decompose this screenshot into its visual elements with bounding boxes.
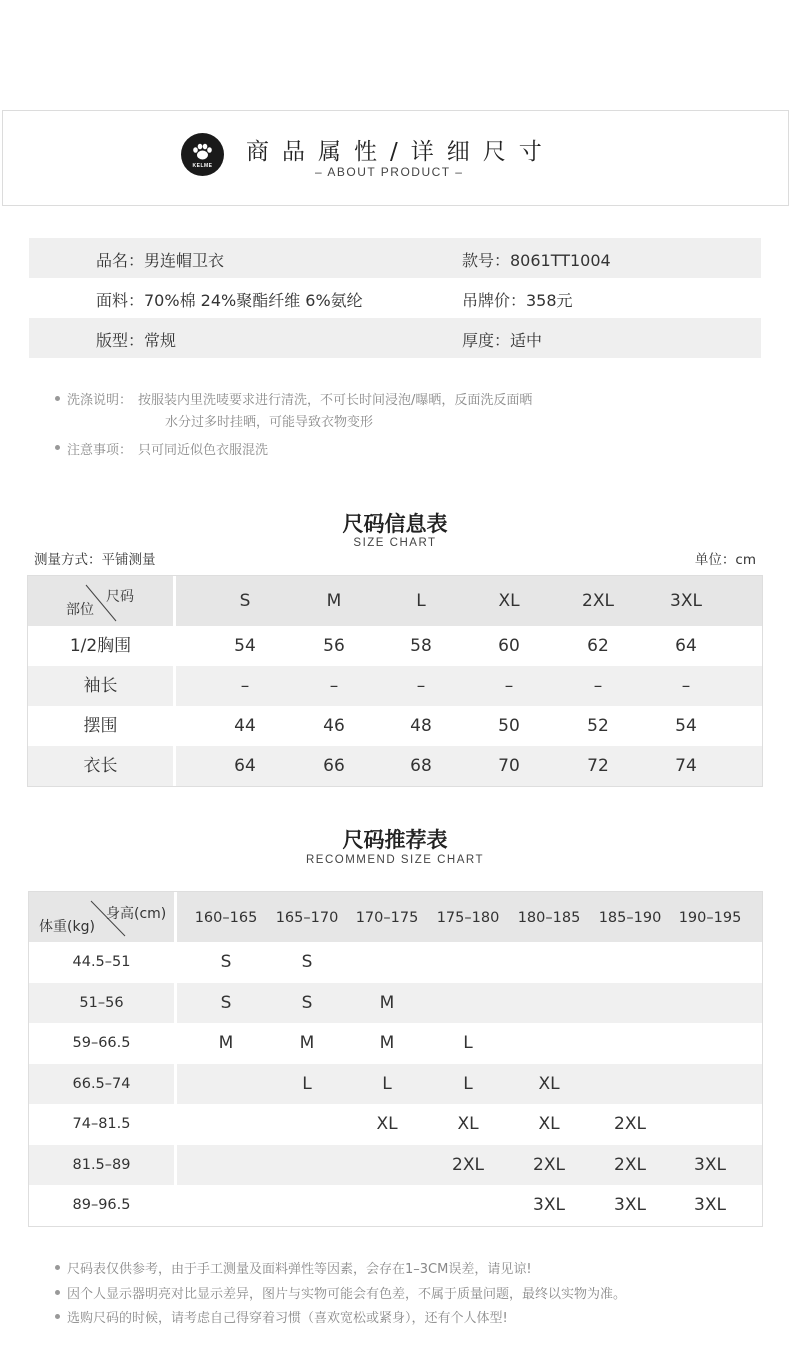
table-cell: 54	[675, 716, 697, 736]
size-corner-cell	[28, 576, 173, 626]
table-cell: L	[382, 1073, 392, 1094]
size-header-cell: S	[239, 591, 251, 611]
table-cell: M	[299, 1033, 315, 1053]
column-separator	[173, 666, 176, 706]
table-cell: XL	[538, 1114, 560, 1134]
recommend-chart-title: 尺码推荐表	[342, 828, 448, 852]
row-label: 44.5–51	[72, 954, 131, 970]
size-header-cell: XL	[498, 591, 520, 611]
table-cell: –	[240, 676, 250, 696]
height-header-cell: 190–195	[678, 910, 742, 926]
table-cell: 60	[498, 636, 520, 656]
attribute-row	[29, 318, 761, 358]
table-cell: XL	[376, 1114, 398, 1134]
table-cell: L	[463, 1033, 473, 1053]
table-cell: –	[504, 676, 514, 696]
table-cell: 64	[234, 756, 256, 776]
bullet-icon	[55, 1290, 60, 1295]
table-row	[29, 1064, 762, 1105]
footer-note: 选购尺码的时候，请考虑自己得穿着习惯（喜欢宽松或紧身），还有个人体型!	[67, 1311, 508, 1326]
table-cell: S	[220, 952, 232, 972]
height-header-cell: 160–165	[194, 910, 258, 926]
column-separator	[174, 1064, 177, 1105]
row-label: 袖长	[83, 676, 118, 696]
table-row	[29, 1185, 762, 1226]
table-cell: 64	[675, 636, 697, 656]
bullet-icon	[55, 1314, 60, 1319]
row-label: 59–66.5	[72, 1035, 131, 1051]
size-chart-title: 尺码信息表	[342, 512, 448, 536]
size-chart-subtitle: SIZE CHART	[353, 537, 437, 549]
logo-text: KELME	[192, 163, 213, 169]
table-row	[28, 706, 762, 746]
table-cell: 58	[410, 636, 432, 656]
footer-note: 尺码表仅供参考，由于手工测量及面料弹性等因素，会存在1–3CM误差，请见谅!	[67, 1262, 532, 1277]
table-cell: 48	[410, 716, 432, 736]
table-cell: XL	[538, 1073, 560, 1094]
table-cell: 2XL	[614, 1154, 646, 1175]
attention-text: 只可同近似色衣服混洗	[138, 443, 269, 458]
table-cell: XL	[457, 1114, 479, 1134]
height-header-cell: 170–175	[355, 910, 419, 926]
wash-instructions-line1: 按服装内里洗唛要求进行清洗，不可长时间浸泡/曝晒，反面洗反面晒	[138, 393, 533, 408]
attribute-style-number: 款号：8061TT1004	[462, 251, 611, 270]
table-cell: 62	[587, 636, 609, 656]
bullet-icon	[55, 1265, 60, 1270]
wash-instructions-line2: 水分过多时挂晒，可能导致衣物变形	[165, 415, 374, 430]
measure-method: 测量方式：平铺测量	[34, 552, 156, 568]
row-label: 81.5–89	[72, 1156, 131, 1173]
column-separator	[174, 1104, 177, 1145]
table-cell: –	[329, 676, 339, 696]
row-label: 66.5–74	[72, 1075, 131, 1092]
table-cell: 66	[323, 756, 345, 776]
size-header-cell: M	[326, 591, 342, 611]
row-label: 1/2胸围	[69, 636, 132, 656]
table-row	[28, 746, 762, 786]
unit-label: 单位：cm	[694, 552, 756, 568]
paw-icon	[181, 133, 224, 176]
height-header-cell: 175–180	[436, 910, 500, 926]
table-cell: 3XL	[614, 1195, 646, 1215]
size-chart-table	[27, 575, 763, 787]
table-row	[29, 1104, 762, 1145]
table-cell: 2XL	[614, 1114, 646, 1134]
recommend-chart-table	[28, 891, 763, 1227]
table-cell: M	[379, 1033, 395, 1053]
attribute-fabric: 面料：70%棉 24%聚酯纤维 6%氨纶	[96, 291, 363, 310]
recommend-chart-subtitle: RECOMMEND SIZE CHART	[305, 854, 485, 866]
attribute-row	[29, 238, 761, 278]
row-label: 74–81.5	[72, 1116, 131, 1132]
table-cell: L	[302, 1073, 312, 1094]
attention-label: 注意事项：	[67, 443, 133, 458]
column-separator	[173, 706, 176, 746]
table-cell: 3XL	[694, 1195, 726, 1215]
attribute-thickness: 厚度：适中	[462, 331, 543, 350]
column-separator	[173, 626, 176, 666]
table-cell: S	[301, 992, 313, 1013]
product-header-banner	[2, 110, 789, 206]
attribute-name: 品名：男连帽卫衣	[96, 251, 225, 270]
size-header-cell: 2XL	[582, 591, 614, 611]
height-header-cell: 185–190	[598, 910, 662, 926]
height-header-row	[29, 892, 762, 942]
column-separator	[173, 746, 176, 786]
table-cell: –	[593, 676, 603, 696]
product-attributes-table	[29, 238, 761, 358]
table-row	[28, 666, 762, 706]
table-cell: M	[379, 992, 395, 1013]
table-cell: –	[681, 676, 691, 696]
column-separator	[174, 983, 177, 1024]
column-separator	[174, 1145, 177, 1186]
column-separator	[173, 576, 176, 626]
table-cell: M	[218, 1033, 234, 1053]
height-header-cell: 180–185	[517, 910, 581, 926]
table-cell: 74	[675, 756, 697, 776]
table-cell: 3XL	[694, 1154, 726, 1175]
table-row	[29, 942, 762, 983]
page-title: 商品属性/详细尺寸	[246, 139, 555, 165]
footer-note: 因个人显示器明亮对比显示差异，图片与实物可能会有色差，不属于质量问题，最终以实物为准。	[67, 1287, 627, 1302]
table-cell: 50	[498, 716, 520, 736]
bullet-icon	[55, 396, 60, 401]
attribute-row	[29, 278, 761, 318]
wash-label: 洗涤说明：	[67, 393, 133, 408]
diagonal-divider	[28, 576, 173, 626]
table-cell: 44	[234, 716, 256, 736]
size-header-cell: 3XL	[670, 591, 702, 611]
table-cell: 2XL	[533, 1154, 565, 1175]
row-label: 89–96.5	[72, 1197, 131, 1213]
column-separator	[174, 1023, 177, 1064]
attribute-fit: 版型：常规	[96, 331, 177, 350]
table-row	[29, 983, 762, 1024]
table-cell: 70	[498, 756, 520, 776]
brand-logo	[181, 133, 224, 176]
corner-height-label: 身高(cm)	[106, 906, 167, 922]
table-cell: –	[416, 676, 426, 696]
size-header-row	[28, 576, 762, 626]
table-cell: S	[220, 992, 232, 1013]
table-cell: 3XL	[533, 1195, 565, 1215]
attribute-price: 吊牌价：358元	[462, 291, 573, 310]
row-label: 衣长	[83, 756, 118, 776]
table-cell: 2XL	[452, 1154, 484, 1175]
table-cell: L	[463, 1073, 473, 1094]
table-cell: 56	[323, 636, 345, 656]
corner-weight-label: 体重(kg)	[39, 919, 95, 935]
height-header-cell: 165–170	[275, 910, 339, 926]
size-header-cell: L	[416, 591, 426, 611]
table-cell: 72	[587, 756, 609, 776]
bullet-icon	[55, 445, 60, 450]
column-separator	[174, 1185, 177, 1226]
row-label: 摆围	[83, 716, 118, 736]
table-cell: 46	[323, 716, 345, 736]
table-row	[28, 626, 762, 666]
table-cell: 68	[410, 756, 432, 776]
row-label: 51–56	[79, 994, 124, 1011]
corner-part-label: 部位	[66, 602, 94, 618]
table-cell: 52	[587, 716, 609, 736]
column-separator	[174, 892, 177, 942]
corner-size-label: 尺码	[106, 589, 134, 605]
table-cell: S	[301, 952, 313, 972]
table-row	[29, 1145, 762, 1186]
table-row	[29, 1023, 762, 1064]
recommend-corner-cell	[29, 892, 174, 942]
column-separator	[174, 942, 177, 983]
page-subtitle: – ABOUT PRODUCT –	[315, 165, 464, 179]
table-cell: 54	[234, 636, 256, 656]
